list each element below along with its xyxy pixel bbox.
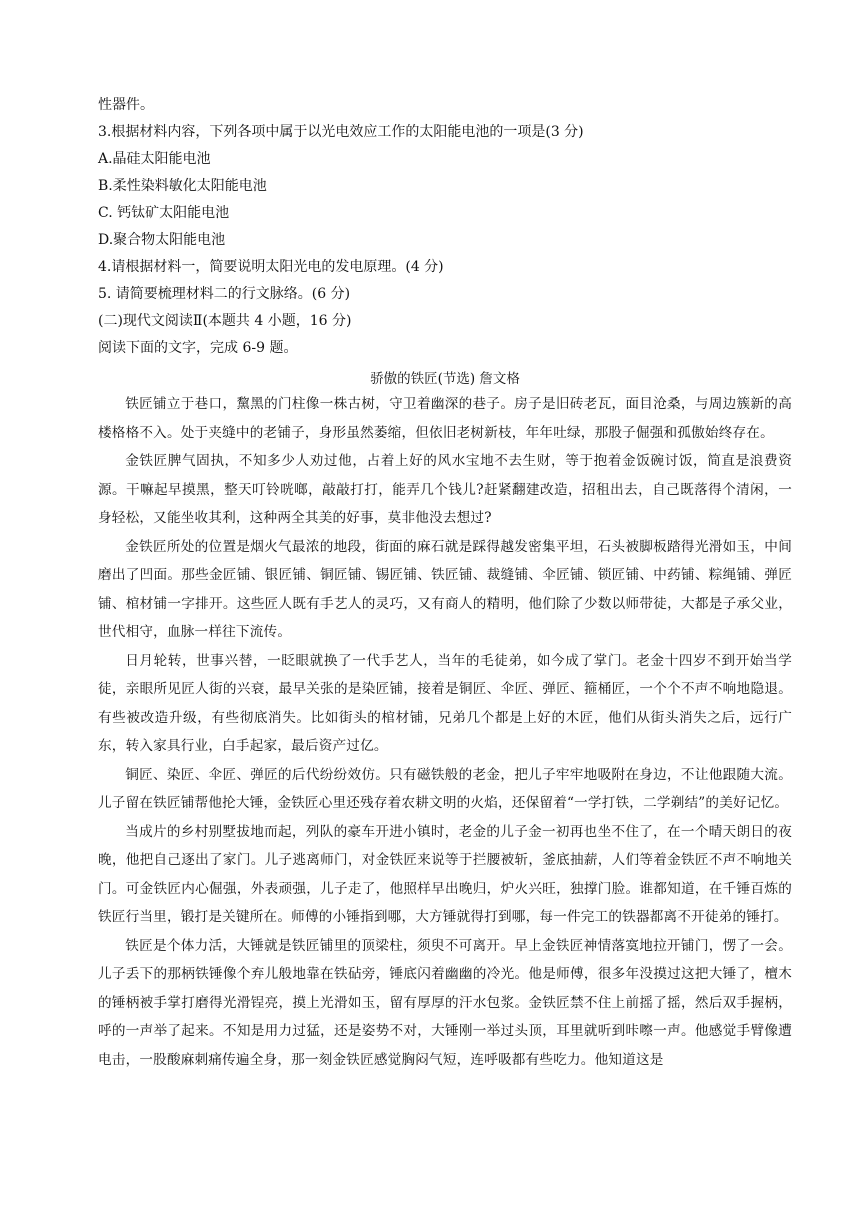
article-title: 骄傲的铁匠(节选) 詹文格 [370, 371, 520, 387]
article-paragraph: 铁匠是个体力活，大锤就是铁匠铺里的顶梁柱，须臾不可离开。早上金铁匠神情落寞地拉开铺门，愣了一会。儿子丢下的那柄铁锤像个弃儿般地靠在铁砧旁，锤底闪着幽幽的冷光。他是师傅，很多年没摸过这把大锤了，檀木的锤柄被手掌打磨得光滑锃亮，摸上光滑如玉，留有厚厚的汗水包浆。金铁匠禁不住上前摇了摇，然后双手握柄，呼的一声举了起来。不知是用力过猛，还是姿势不对，大锤刚一举过头顶，耳里就听到咔嚓一声。他感觉手臂像遭电击，一股酸麻刺痛传遍全身，那一刻金铁匠感觉胸闷气短，连呼吸都有些吃力。他知道这是 [98, 937, 792, 1068]
article-paragraph: 金铁匠所处的位置是烟火气最浓的地段，街面的麻石就是踩得越发密集平坦，石头被脚板踏得光滑如玉，中间磨出了凹面。那些金匠铺、银匠铺、铜匠铺、锡匠铺、铁匠铺、裁缝铺、伞匠铺、锁匠铺、中药铺、粽绳铺、弹匠铺、棺材铺一字排开。这些匠人既有手艺人的灵巧，又有商人的精明，他们除了少数以师带徒，大都是子承父业，世代相守，血脉一样往下流传。 [98, 538, 792, 640]
option-a: A.晶硅太阳能电池 [98, 151, 211, 167]
option-c: C. 钙钛矿太阳能电池 [98, 205, 230, 221]
question-continuation: 性器件。 [98, 97, 154, 113]
article-paragraph: 当成片的乡村别墅拔地而起，列队的豪车开进小镇时，老金的儿子金一初再也坐不住了，在一个晴天朗日的夜晚，他把自己逐出了家门。儿子逃离师门，对金铁匠来说等于拦腰被斩，釜底抽薪，人们等着金铁匠不声不响地关门。可金铁匠内心倔强，外表顽强，儿子走了，他照样早出晚归，炉火兴旺，独撑门脸。谁都知道，在千锤百炼的铁匠行当里，锻打是关键所在。师傅的小锤指到哪，大方锤就得打到哪，每一件完工的铁器都离不开徒弟的锤打。 [98, 823, 792, 925]
option-d: D.聚合物太阳能电池 [98, 232, 226, 248]
reading-instruction: 阅读下面的文字，完成 6-9 题。 [98, 340, 298, 356]
option-b: B.柔性染料敏化太阳能电池 [98, 178, 267, 194]
section-heading: (二)现代文阅读Ⅱ(本题共 4 小题，16 分) [98, 313, 352, 329]
question-4: 4.请根据材料一，简要说明太阳光电的发电原理。(4 分) [98, 259, 444, 275]
article-paragraph: 日月轮转，世事兴替，一眨眼就换了一代手艺人，当年的毛徒弟，如今成了掌门。老金十四岁不到开始当学徒，亲眼所见匠人街的兴衰，最早关张的是染匠铺，接着是铜匠、伞匠、弹匠、箍桶匠，一个个不声不响地隐退。有些被改造升级，有些彻底消失。比如街头的棺材铺，兄弟几个都是上好的木匠，他们从街头消失之后，远行广东，转入家具行业，白手起家，最后资产过亿。 [98, 652, 792, 754]
article-paragraph: 铁匠铺立于巷口，黧黑的门柱像一株古树，守卫着幽深的巷子。房子是旧砖老瓦，面目沧桑，与周边簇新的高楼格格不入。处于夹缝中的老铺子，身形虽然萎缩，但依旧老树新枝，年年吐绿，那股子倔强和孤傲始终存在。 [98, 396, 792, 441]
article-paragraph: 铜匠、染匠、伞匠、弹匠的后代纷纷效仿。只有磁铁般的老金，把儿子牢牢地吸附在身边，不让他跟随大流。儿子留在铁匠铺帮他抡大锤，金铁匠心里还残存着农耕文明的火焰，还保留着“一学打铁，二学剃结”的美好记忆。 [98, 766, 792, 811]
question-3: 3.根据材料内容，下列各项中属于以光电效应工作的太阳能电池的一项是(3 分) [98, 124, 584, 140]
article-paragraph: 金铁匠脾气固执，不知多少人劝过他，占着上好的风水宝地不去生财，等于抱着金饭碗讨饭，简直是浪费资源。干嘛起早摸黑，整天叮铃咣啷，敲敲打打，能弄几个钱儿?赶紧翻建改造，招租出去，自己既落得个清闲，一身轻松，又能坐收其利，这种两全其美的好事，莫非他没去想过? [98, 453, 792, 526]
article [98, 368, 792, 1074]
question-5: 5. 请简要梳理材料二的行文脉络。(6 分) [98, 286, 351, 302]
question-section [98, 92, 792, 362]
